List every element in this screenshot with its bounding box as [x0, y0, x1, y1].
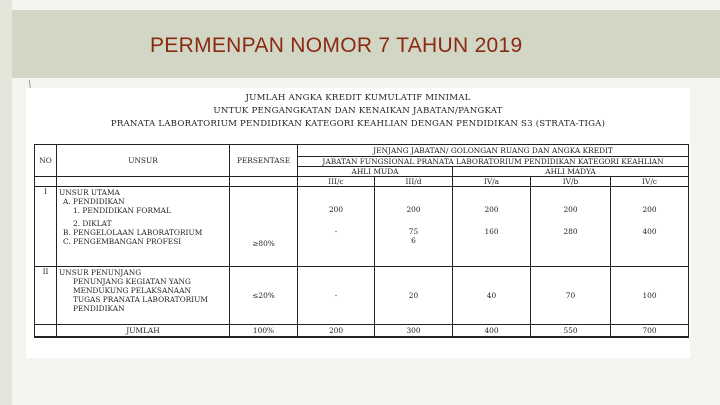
- total-value: 400: [453, 325, 531, 337]
- section-1-no: I: [35, 187, 57, 267]
- section-2-no: II: [35, 267, 57, 325]
- grade-iv-a: IV/a: [453, 177, 531, 187]
- grade-iii-c: III/c: [298, 177, 375, 187]
- total-value: 200: [298, 325, 375, 337]
- section-1-col-iv-c: [611, 187, 689, 267]
- total-value: 700: [611, 325, 689, 337]
- grade-iv-b: IV/b: [531, 177, 611, 187]
- value-b: 280: [563, 227, 578, 236]
- total-value: 300: [375, 325, 453, 337]
- section-1-col-iii-d: [375, 187, 453, 267]
- value-b: 75: [408, 227, 419, 236]
- grade-iii-d: III/d: [375, 177, 453, 187]
- value-c: 6: [411, 236, 416, 245]
- header-jabatan: JABATAN FUNGSIONAL PRANATA LABORATORIUM PENDIDIKAN KATEGORI KEAHLIAN: [298, 157, 689, 167]
- grade-iv-c: IV/c: [611, 177, 689, 187]
- section-2-items: [57, 267, 230, 325]
- value-a1: 200: [328, 205, 344, 214]
- value-a1: 200: [642, 205, 657, 214]
- value-a1: 200: [406, 205, 421, 214]
- total-label: JUMLAH: [57, 325, 230, 337]
- total-no: [35, 325, 57, 337]
- header-ahli-madya: AHLI MADYA: [453, 167, 689, 177]
- section-1-title: UNSUR UTAMA: [59, 188, 120, 197]
- section-1-col-iv-a: [453, 187, 531, 267]
- section-1-col-iii-c: [298, 187, 375, 267]
- item-b-pengelolaan: B. PENGELOLAAN LABORATORIUM: [63, 228, 203, 237]
- grade-row-spacer: [35, 177, 57, 187]
- item-a-pendidikan: A. PENDIDIKAN: [63, 197, 125, 206]
- item-a2-diklat: 2. DIKLAT: [73, 219, 112, 228]
- section-2-value: 100: [611, 267, 689, 325]
- grade-row-spacer: [230, 177, 298, 187]
- document-heading-3: PRANATA LABORATORIUM PENDIDIKAN KATEGORI KEAHLIAN DENGAN PENDIDIKAN S3 (STRATA-TIGA): [110, 119, 606, 129]
- section-2-value: 70: [531, 267, 611, 325]
- section-2-value: 40: [453, 267, 531, 325]
- section-2-desc-line: PENDIDIKAN: [73, 304, 125, 313]
- value-a1: 200: [484, 205, 499, 214]
- value-b: 400: [642, 227, 657, 236]
- section-2-title: UNSUR PENUNJANG: [59, 268, 142, 277]
- total-percentage: 100%: [230, 325, 298, 337]
- section-2-desc-line: PENUNJANG KEGIATAN YANG: [73, 277, 191, 286]
- document-heading-1: JUMLAH ANGKA KREDIT KUMULATIF MINIMAL: [245, 93, 471, 103]
- value-c: [533, 236, 608, 245]
- header-persentase: PERSENTASE: [230, 145, 298, 177]
- grade-row-spacer: [57, 177, 230, 187]
- section-2-value: 20: [375, 267, 453, 325]
- document-heading-2: UNTUK PENGANGKATAN DAN KENAIKAN JABATAN/PANGKAT: [213, 106, 503, 116]
- section-2-desc-line: TUGAS PRANATA LABORATORIUM: [73, 295, 208, 304]
- header-ahli-muda: AHLI MUDA: [298, 167, 453, 177]
- slide-left-bar: [0, 0, 12, 405]
- value-c: [300, 236, 372, 245]
- section-1-percentage: ≥80%: [230, 187, 298, 267]
- value-b: 160: [484, 227, 499, 236]
- section-1-items: [57, 187, 230, 267]
- value-c: [455, 236, 528, 245]
- header-unsur: UNSUR: [57, 145, 230, 177]
- section-2-percentage: ≤20%: [230, 267, 298, 325]
- document-image: [26, 88, 690, 358]
- header-jenjang: JENJANG JABATAN/ GOLONGAN RUANG DAN ANGKA KREDIT: [298, 145, 689, 157]
- section-1-col-iv-b: [531, 187, 611, 267]
- header-no: NO: [35, 145, 57, 177]
- credit-table: [34, 144, 689, 338]
- value-c: [613, 236, 686, 245]
- item-a1-pendidikan-formal: 1. PENDIDIKAN FORMAL: [73, 206, 171, 215]
- total-value: 550: [531, 325, 611, 337]
- section-2-value: -: [298, 267, 375, 325]
- value-a1: 200: [563, 205, 578, 214]
- item-c-pengembangan: C. PENGEMBANGAN PROFESI: [63, 237, 182, 246]
- value-b: -: [334, 227, 338, 236]
- section-2-desc-line: MENDUKUNG PELAKSANAAN: [73, 286, 191, 295]
- slide-title: PERMENPAN NOMOR 7 TAHUN 2019: [150, 34, 523, 57]
